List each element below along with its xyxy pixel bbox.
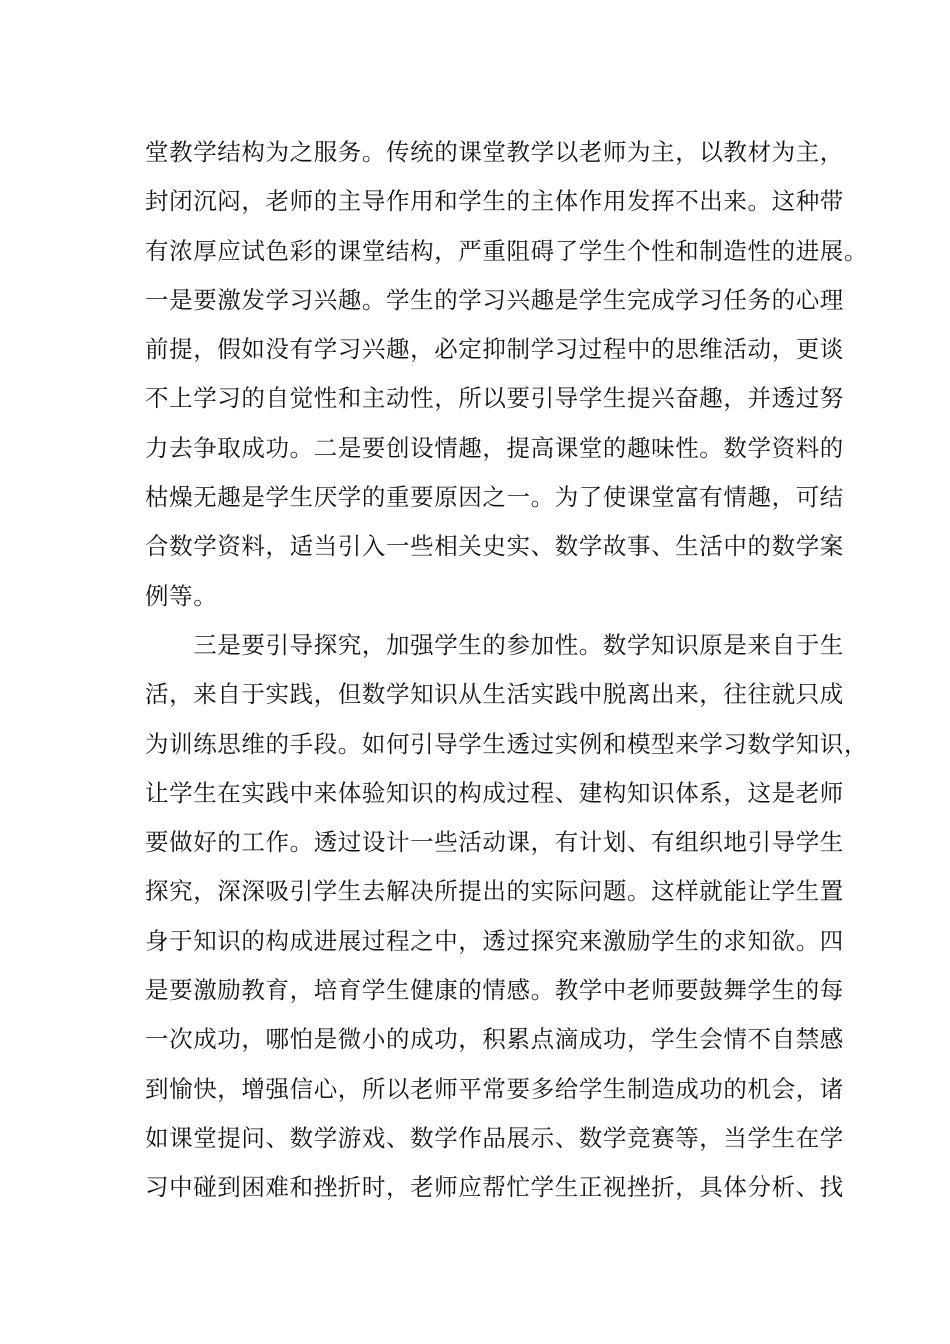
text-line: 力去争取成功。二是要创设情趣，提高课堂的趣味性。数学资料的	[145, 433, 844, 462]
text-line: 一次成功，哪怕是微小的成功，积累点滴成功，学生会情不自禁感	[145, 1025, 844, 1054]
body-text	[145, 128, 868, 1213]
text-line: 如课堂提问、数学游戏、数学作品展示、数学竞赛等，当学生在学	[145, 1123, 844, 1152]
text-line: 堂教学结构为之服务。传统的课堂教学以老师为主，以教材为主，	[145, 138, 844, 166]
text-line: 枯燥无趣是学生厌学的重要原因之一。为了使课堂富有情趣，可结	[145, 483, 844, 512]
text-line: 到愉快，增强信心，所以老师平常要多给学生制造成功的机会，诸	[145, 1074, 844, 1103]
text-line: 让学生在实践中来体验知识的构成过程、建构知识体系，这是老师	[145, 778, 844, 807]
text-line: 探究，深深吸引学生去解决所提出的实际问题。这样就能让学生置	[145, 877, 844, 906]
text-line: 前提，假如没有学习兴趣，必定抑制学习过程中的思维活动，更谈	[145, 335, 844, 364]
text-line: 有浓厚应试色彩的课堂结构，严重阻碍了学生个性和制造性的进展。	[145, 236, 868, 265]
text-line: 例等。	[145, 581, 218, 610]
text-line: 三是要引导探究，加强学生的参加性。数学知识原是来自于生	[145, 630, 844, 659]
text-line: 是要激励教育，培育学生健康的情感。教学中老师要鼓舞学生的每	[145, 976, 844, 1005]
text-line: 为训练思维的手段。如何引导学生透过实例和模型来学习数学知识，	[145, 729, 868, 758]
text-line: 合数学资料，适当引入一些相关史实、数学故事、生活中的数学案	[145, 532, 844, 561]
text-line: 封闭沉闷，老师的主导作用和学生的主体作用发挥不出来。这种带	[145, 187, 844, 216]
text-line: 活，来自于实践，但数学知识从生活实践中脱离出来，往往就只成	[145, 680, 844, 709]
text-line: 不上学习的自觉性和主动性，所以要引导学生提兴奋趣，并透过努	[145, 384, 844, 413]
text-line: 要做好的工作。透过设计一些活动课，有计划、有组织地引导学生	[145, 828, 844, 857]
text-line: 一是要激发学习兴趣。学生的学习兴趣是学生完成学习任务的心理	[145, 285, 844, 314]
text-line: 习中碰到困难和挫折时，老师应帮忙学生正视挫折，具体分析、找	[145, 1173, 844, 1202]
text-line: 身于知识的构成进展过程之中，透过探究来激励学生的求知欲。四	[145, 926, 844, 955]
